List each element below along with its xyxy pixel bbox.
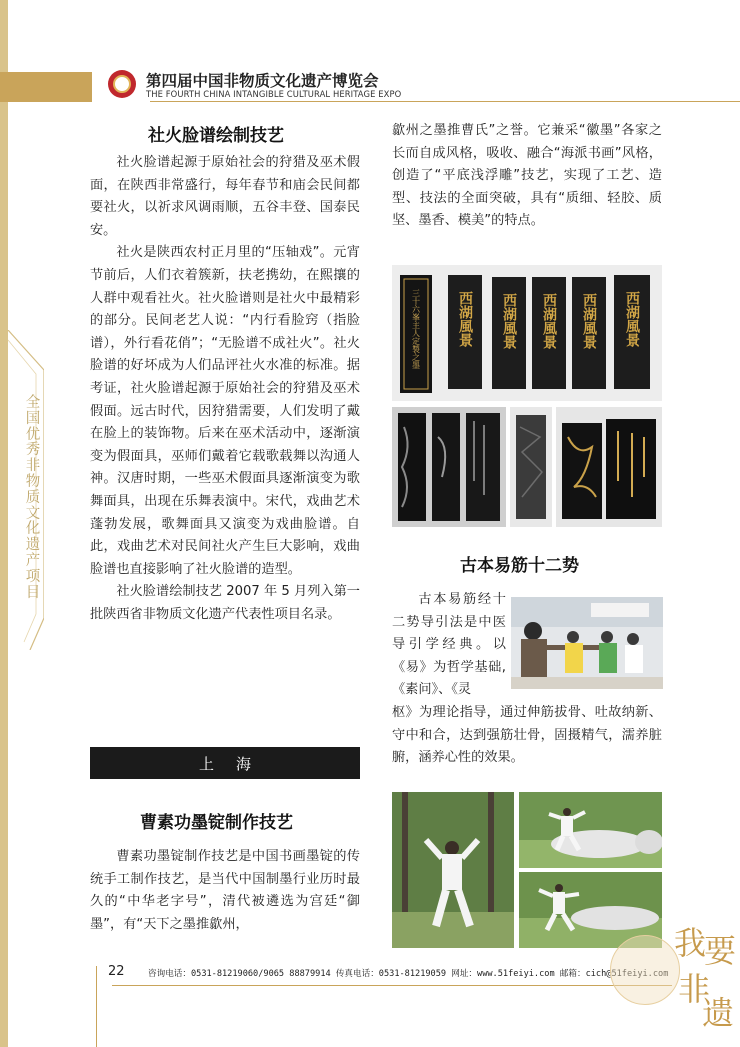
paragraph: 曹素功墨锭制作技艺是中国书画墨锭的传统手工制作技艺，是当代中国制墨行业历时最久的“中华老字号”，清代被遴选为宫廷“御墨”，有“天下之墨推歙州， <box>90 849 360 932</box>
region-banner-shanghai: 上海 <box>90 747 360 779</box>
paragraph: 古本易筋经十二势导引法是中医导引学经典。以《易》为哲学基础,《素问》、《灵 <box>392 592 506 698</box>
side-tab-label: 全国优秀非物质文化遗产项目 <box>25 395 41 601</box>
section-body-caosugong-continued <box>392 120 662 233</box>
paragraph: 社火脸谱绘制技艺 2007 年 5 月列入第一批陕西省非物质文化遗产代表性项目名录。 <box>90 584 360 622</box>
paragraph: 歙州之墨推曹氏”之誉。它兼采“徽墨”各家之长而自成风格，吸收、融合“海派书画”风格，创造了“平底浅浮雕”技艺，实现了工艺、造型、技法的全面突破，具有“质细、轻胶、质坚、墨香、模美”的特点。 <box>392 123 662 229</box>
ink-stick-photo <box>392 265 662 401</box>
seal-calligraphy <box>622 918 737 1038</box>
taichi-photo-forest <box>392 792 514 948</box>
ink-stick-inscription: 西湖風景 <box>624 291 640 347</box>
header-title-cn: 第四届中国非物质文化遗产博览会 <box>146 72 379 90</box>
header-rule <box>150 101 740 102</box>
section-body-yijin-intro <box>392 589 506 702</box>
paragraph: 社火脸谱起源于原始社会的狩猎及巫术假面，在陕西非常盛行，每年春节和庙会民间都要社火，以祈求风调雨顺，五谷丰登、国泰民安。 <box>90 155 360 238</box>
ink-stick-inscription: 西湖風景 <box>581 293 597 349</box>
ink-stick <box>572 277 606 389</box>
footer-contact-info: 咨询电话：0531-81219060/9065 88879914 传真电话：0531-81219059 网址：www.51feiyi.com 邮箱：cich@51feiyi.com <box>148 969 669 979</box>
ink-stick-inscription: 西湖風景 <box>541 293 557 349</box>
ink-stick <box>532 277 566 389</box>
paragraph: 社火是陕西农村正月里的“压轴戏”。元宵节前后，人们衣着簇新，扶老携幼，在熙攘的人群中观看社火。社火脸谱则是社火中最精彩的部分。民间老艺人说：“内行看脸窍（指脸谱），外行看花俏”；“无脸谱不成社火”。社火脸谱的好坏成为人们品评社火水准的标准。据考证，社火脸谱起源于原始社会的狩猎及巫术假面。远古时代，因狩猎需要，人们发明了戴在脸上的装饰物。后来在巫术活动中，逐渐演变为假面具，巫师们戴着它载歌载舞以沟通人神。汉唐时期，一些巫术假面具逐渐演变为歌舞面具，出现在乐舞表演中。宋代，戏曲艺术蓬勃发展，歌舞面具又演变为戏曲脸谱。自此，戏曲艺术对民间社火产生巨大影响，戏曲脸谱也直接影响了社火脸谱的造型。 <box>90 245 360 577</box>
footer-separator <box>112 985 672 986</box>
expo-logo-icon <box>108 70 136 98</box>
seal-char: 非 <box>678 970 711 1008</box>
header-gold-block <box>0 72 92 102</box>
seal-char: 我 <box>674 924 707 962</box>
seal-char: 要 <box>704 932 737 970</box>
ink-stick-inscription: 西湖風景 <box>457 291 473 347</box>
section-body-shehuo <box>90 152 360 626</box>
section-body-caosugong <box>90 846 360 936</box>
footer-rule <box>96 966 97 1047</box>
page-number: 22 <box>108 964 125 979</box>
ink-stick <box>492 277 526 389</box>
header-title-en: THE FOURTH CHINA INTANGIBLE CULTURAL HERITAGE EXPO <box>146 89 402 99</box>
taichi-photo-stones <box>519 792 662 868</box>
ink-stick-photos-row <box>392 407 662 527</box>
section-title-shehuo: 社火脸谱绘制技艺 <box>148 126 284 146</box>
ink-stick <box>614 275 650 389</box>
ink-stick <box>448 275 482 389</box>
ink-stick-inscription: 西湖風景 <box>501 293 517 349</box>
ink-stick-inscription: 三十六峯主人定製之墨 <box>411 289 421 369</box>
seal-char: 遗 <box>702 994 735 1032</box>
exercise-group-photo <box>511 597 663 689</box>
section-title-caosugong: 曹素功墨锭制作技艺 <box>140 813 293 833</box>
section-title-yijin: 古本易筋十二势 <box>460 556 579 576</box>
paragraph: 枢》为理论指导，通过伸筋拔骨、吐故纳新、守中和合，达到强筋壮骨，固摄精气，濡养脏腑，涵养心性的效果。 <box>392 705 662 766</box>
section-body-yijin-continued <box>392 702 662 770</box>
